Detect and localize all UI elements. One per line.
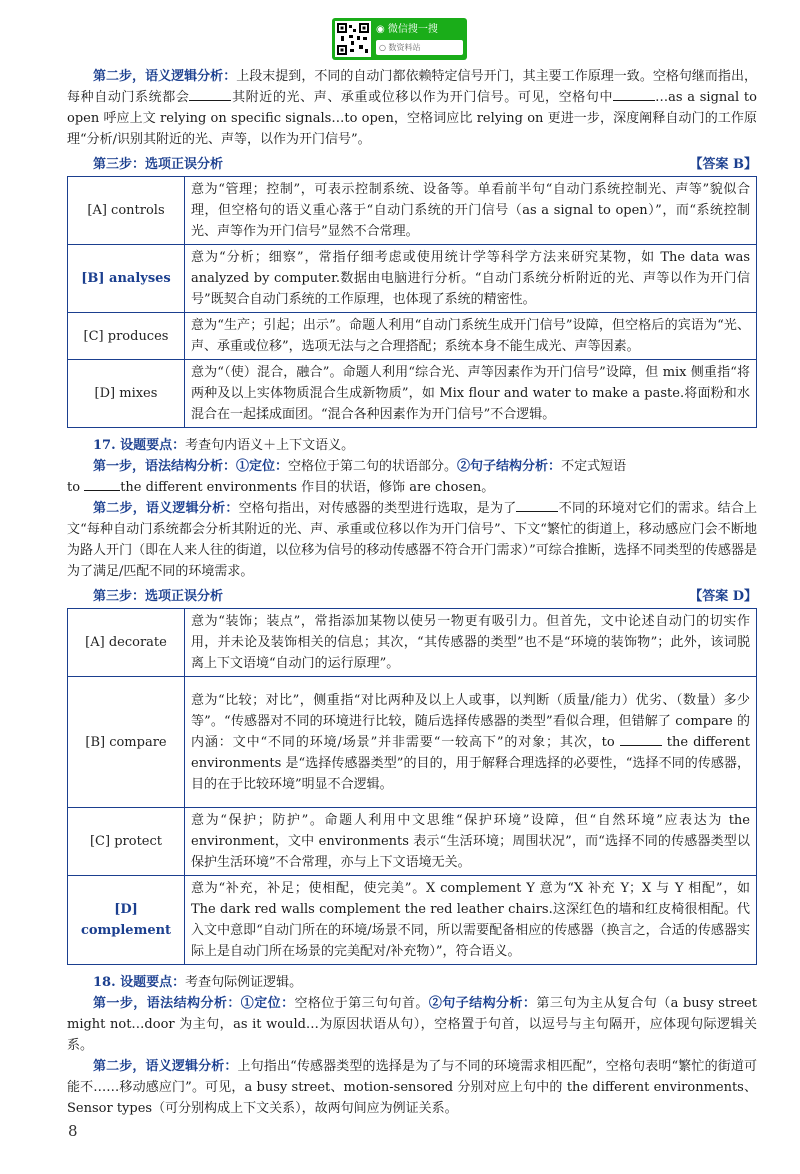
option-label-correct: [D] complement [68,876,185,965]
table-row [68,245,757,313]
q16-options-table [67,176,757,428]
blank-line [84,478,120,491]
blank-line [620,733,662,746]
option-desc: 意为“管理；控制”，可表示控制系统、设备等。单看前半句“自动门系统控制光、声等”貌似合理，但空格句的语义重心落于“自动门系统的开门信号（as a signal to open）”，而“系统控制光、声等作为开门信号”显然不合常理。 [185,177,757,245]
option-desc: 意为“生产；引起；出示”。命题人利用“自动门系统生成开门信号”设障，但空格后的宾语为“光、声、承重或位移”，选项无法与之合理搭配；系统本身不能生成光、声等因素。 [185,313,757,360]
q16-answer: 【答案 B】 [689,156,757,172]
q17-step2: 第二步，语义逻辑分析：空格句指出，对传感器的类型进行选取，是为了 不同的环境对它们的需求。结合上文“每种自动门系统都会分析其附近的光、声、承重或位移以作为开门信号”、下文“繁忙的街道上，移动感应门会不断地为路人开门（即在人来人往的街道，以位移为信号的移动传感器不符合开门需求）”可综合推断，选择不同类型的传感器是为了满足/匹配不同的环境需求。 [67,501,757,579]
table-row [68,360,757,428]
banner-title: ◉ 微信搜一搜 [376,24,438,35]
qr-code-icon [335,21,371,57]
option-label: [D] mixes [68,360,185,428]
wechat-icon: ◉ [376,24,385,35]
blank-line [516,499,558,512]
q17-step1-cont: to the different environments 作目的状语，修饰 are chosen。 [67,480,495,495]
q18-heading: 18. 设题要点：考查句际例证逻辑。 [93,975,303,990]
blank-line [613,88,655,101]
search-icon: ○ [379,43,386,52]
option-desc: 意为“比较；对比”，侧重指“对比两种及以上人或事，以判断（质量/能力）优劣、（数量）多少等”。“传感器对不同的环境进行比较，随后选择传感器的类型”看似合理，但错解了 compare 的内涵：文中“不同的环境/场景”并非需要“一较高下”的对象；其次，to the different environments 是“选择传感器类型”的目的，用于解释合理选择的必要性，“选择不同的传感器，目的在于比较环境”明显不合逻辑。 [185,677,757,808]
option-desc: 意为“装饰；装点”，常指添加某物以使另一物更有吸引力。但首先，文中论述自动门的切实作用，并未论及装饰相关的信息；其次，“其传感器的类型”也不是“环境的装饰物”；此外，该词脱离上下文语境“自动门的运行原理”。 [185,609,757,677]
q17-heading: 17. 设题要点：考查句内语义＋上下文语义。 [93,438,355,453]
table-row [68,313,757,360]
option-label: [C] produces [68,313,185,360]
wechat-search-banner[interactable] [332,18,467,60]
q18-step2: 第二步，语义逻辑分析：上句指出“传感器类型的选择是为了与不同的环境需求相匹配”，空格句表明“繁忙的街道可能不……移动感应门”。可见，a busy street、motion-sensored 分别对应上句中的 the different environments、Sensor types（可分别构成上下文关系），故两句间应为例证关系。 [67,1059,757,1116]
q17-options-table [67,608,757,965]
blank-line [189,88,231,101]
q16-step2: 第二步，语义逻辑分析：上段末提到，不同的自动门都依赖特定信号开门，其主要工作原理一致。空格句继而指出，每种自动门系统都会 其附近的光、声、承重或位移以作为开门信号。可见，空格句中 …as a signal to open 呼应上文 relying on specific signals…to open，空格词应比 relying on 更进一步，深度阐释自动门的工作原理“分析/识别其附近的光、声等，以作为开门信号”。 [67,69,757,147]
option-label-correct: [B] analyses [68,245,185,313]
option-desc: 意为“分析；细察”，常指仔细考虑或使用统计学等科学方法来研究某物，如 The data was analyzed by computer.数据由电脑进行分析。“自动门系统分析附近的光、声等以作为开门信号”既契合自动门系统的工作原理，也体现了系统的精密性。 [185,245,757,313]
table-row [68,808,757,876]
option-label: [C] protect [68,808,185,876]
option-desc: 意为“（使）混合，融合”。命题人利用“综合光、声等因素作为开门信号”设障，但 mix 侧重指“将两种及以上实体物质混合生成新物质”，如 Mix flour and water to make a paste.将面粉和水混合在一起揉成面团。“混合各种因素作为开门信号”不合逻辑。 [185,360,757,428]
option-desc: 意为“保护；防护”。命题人利用中文思维“保护环境”设障，但“自然环境”应表达为 the environment，文中 environments 表示“生活环境；周围状况”，而“选择不同的传感器类型以保护生活环境”不合常理，亦与上下文语境无关。 [185,808,757,876]
option-label: [B] compare [68,677,185,808]
main-content [67,66,757,1119]
q17-answer: 【答案 D】 [689,588,757,604]
option-desc: 意为“补充，补足；使相配，使完美”。X complement Y 意为“X 补充 Y；X 与 Y 相配”，如 The dark red walls complement the red leather chairs.这深红色的墙和红皮椅很相配。代入文中意即“自动门所在的环境/场景不同，所以需要配备相应的传感器（换言之，合适的传感器实际上是自动门所在场景的完美配对/补充物）”，符合语义。 [185,876,757,965]
table-row [68,177,757,245]
q18-step1: 第一步，语法结构分析：①定位：空格位于第三句句首。②句子结构分析：第三句为主从复合句（a busy street might not…door 为主句，as it would…为原因状语从句），空格置于句首，以逗号与主句隔开，应体现句际逻辑关系。 [67,996,757,1053]
option-label: [A] decorate [68,609,185,677]
page-number: 8 [68,1122,78,1140]
table-row [68,876,757,965]
table-row [68,609,757,677]
option-label: [A] controls [68,177,185,245]
q17-step3-header: 第三步：选项正误分析 【答案 D】 [67,585,757,607]
table-row [68,677,757,808]
q16-step3-header: 第三步：选项正误分析 【答案 B】 [67,153,757,175]
banner-search-box[interactable]: ○ 数资料站 [376,40,463,55]
q17-step1: 第一步，语法结构分析：①定位：空格位于第二句的状语部分。②句子结构分析：不定式短语 [93,459,627,474]
